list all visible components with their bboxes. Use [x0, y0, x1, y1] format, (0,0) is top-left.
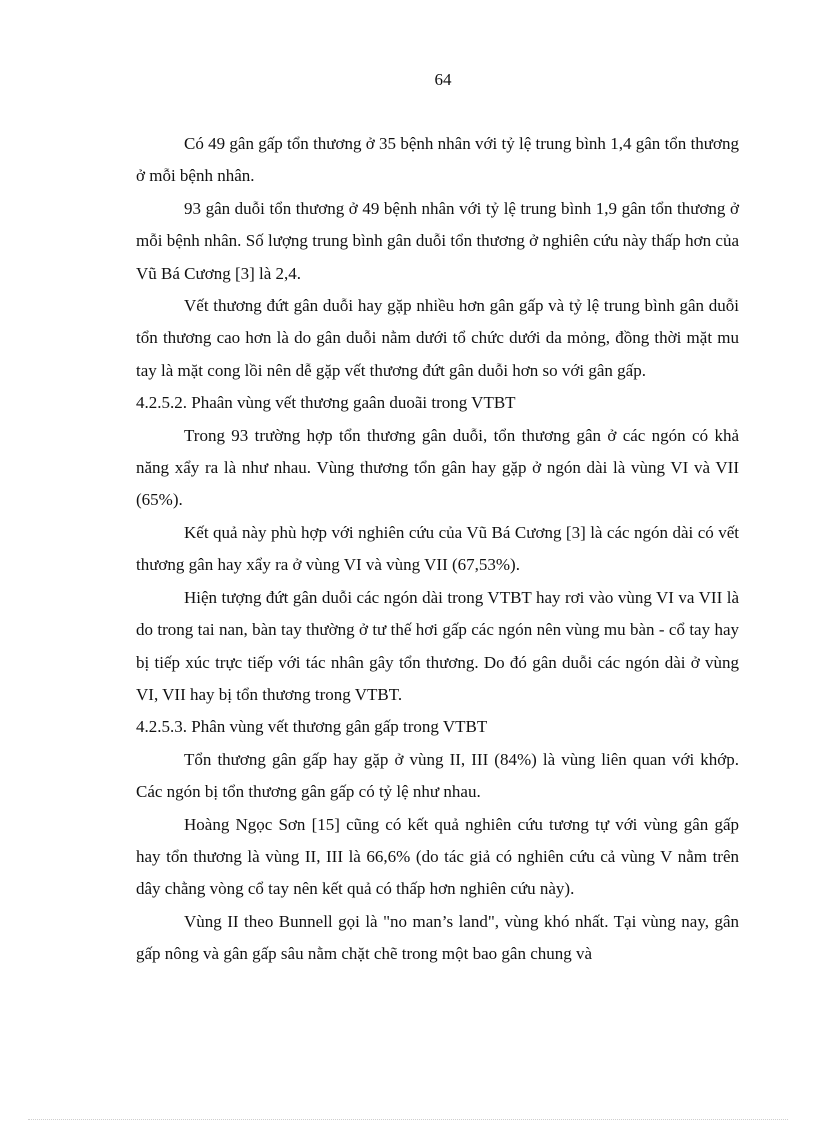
- paragraph-mechanism: Hiện tượng đứt gân duỗi các ngón dài trong VTBT hay rơi vào vùng VI va VII là do trong tai nan, bàn tay thường ở tư thế hơi gấp các ngón nên vùng mu bàn - cổ tay hay bị tiếp xúc trực tiếp với tác nhân gây tổn thương. Do đó gân duỗi các ngón dài ở vùng VI, VII hay bị tổn thương trong VTBT.: [136, 587, 739, 704]
- paragraph-extensor-zones: Trong 93 trường hợp tổn thương gân duỗi, tổn thương gân ở các ngón có khả năng xẩy ra là như nhau. Vùng thương tổn gân hay gặp ở ngón dài là vùng VI và VII (65%).: [136, 425, 739, 510]
- paragraph-flexor-zones: Tổn thương gân gấp hay gặp ở vùng II, III (84%) là vùng liên quan với khớp. Các ngón bị tổn thương gân gấp có tỷ lệ như nhau.: [136, 749, 739, 802]
- paragraph-flexor-count: Có 49 gân gấp tổn thương ở 35 bệnh nhân với tỷ lệ trung bình 1,4 gân tổn thương ở mỗi bệnh nhân.: [136, 134, 739, 186]
- section-heading-flexor-zones: 4.2.5.3. Phân vùng vết thương gân gấp trong VTBT: [136, 717, 488, 737]
- page-bottom-divider: [28, 1119, 788, 1120]
- paragraph-extensor-count: 93 gân duỗi tổn thương ở 49 bệnh nhân với tỷ lệ trung bình 1,9 gân tổn thương ở mỗi bệnh nhân. Số lượng trung bình gân duỗi tổn thương ở nghiên cứu này thấp hơn của Vũ Bá Cương [3] là 2,4.: [136, 198, 739, 283]
- document-body: [136, 128, 739, 971]
- paragraph-bunnell-zone: Vùng II theo Bunnell gọi là "no man’s land", vùng khó nhất. Tại vùng nay, gân gấp nông và gân gấp sâu nằm chặt chẽ trong một bao gân chung và: [136, 911, 739, 964]
- paragraph-extensor-explanation: Vết thương đứt gân duỗi hay gặp nhiều hơn gân gấp và tỷ lệ trung bình gân duỗi tổn thương cao hơn là do gân duỗi nằm dưới tổ chức dưới da mỏng, đồng thời mặt mu tay là mặt cong lồi nên dễ gặp vết thương đứt gân duỗi hơn so với gân gấp.: [136, 296, 739, 380]
- section-heading-extensor-zones: 4.2.5.2. Phaân vùng vết thương gaân duoãi trong VTBT: [136, 393, 516, 413]
- page-number: 64: [434, 70, 452, 89]
- paragraph-comparison-hoang-ngoc-son: Hoàng Ngọc Sơn [15] cũng có kết quả nghiên cứu tương tự với vùng gân gấp hay tổn thương là vùng II, III là 66,6% (do tác giả có nghiên cứu cả vùng V nằm trên dây chằng vòng cổ tay nên kết quả có thấp hơn nghiên cứu này).: [136, 814, 739, 899]
- paragraph-comparison-vu-ba-cuong: Kết quả này phù hợp với nghiên cứu của Vũ Bá Cương [3] là các ngón dài có vết thương gân hay xẩy ra ở vùng VI và vùng VII (67,53%).: [136, 522, 739, 575]
